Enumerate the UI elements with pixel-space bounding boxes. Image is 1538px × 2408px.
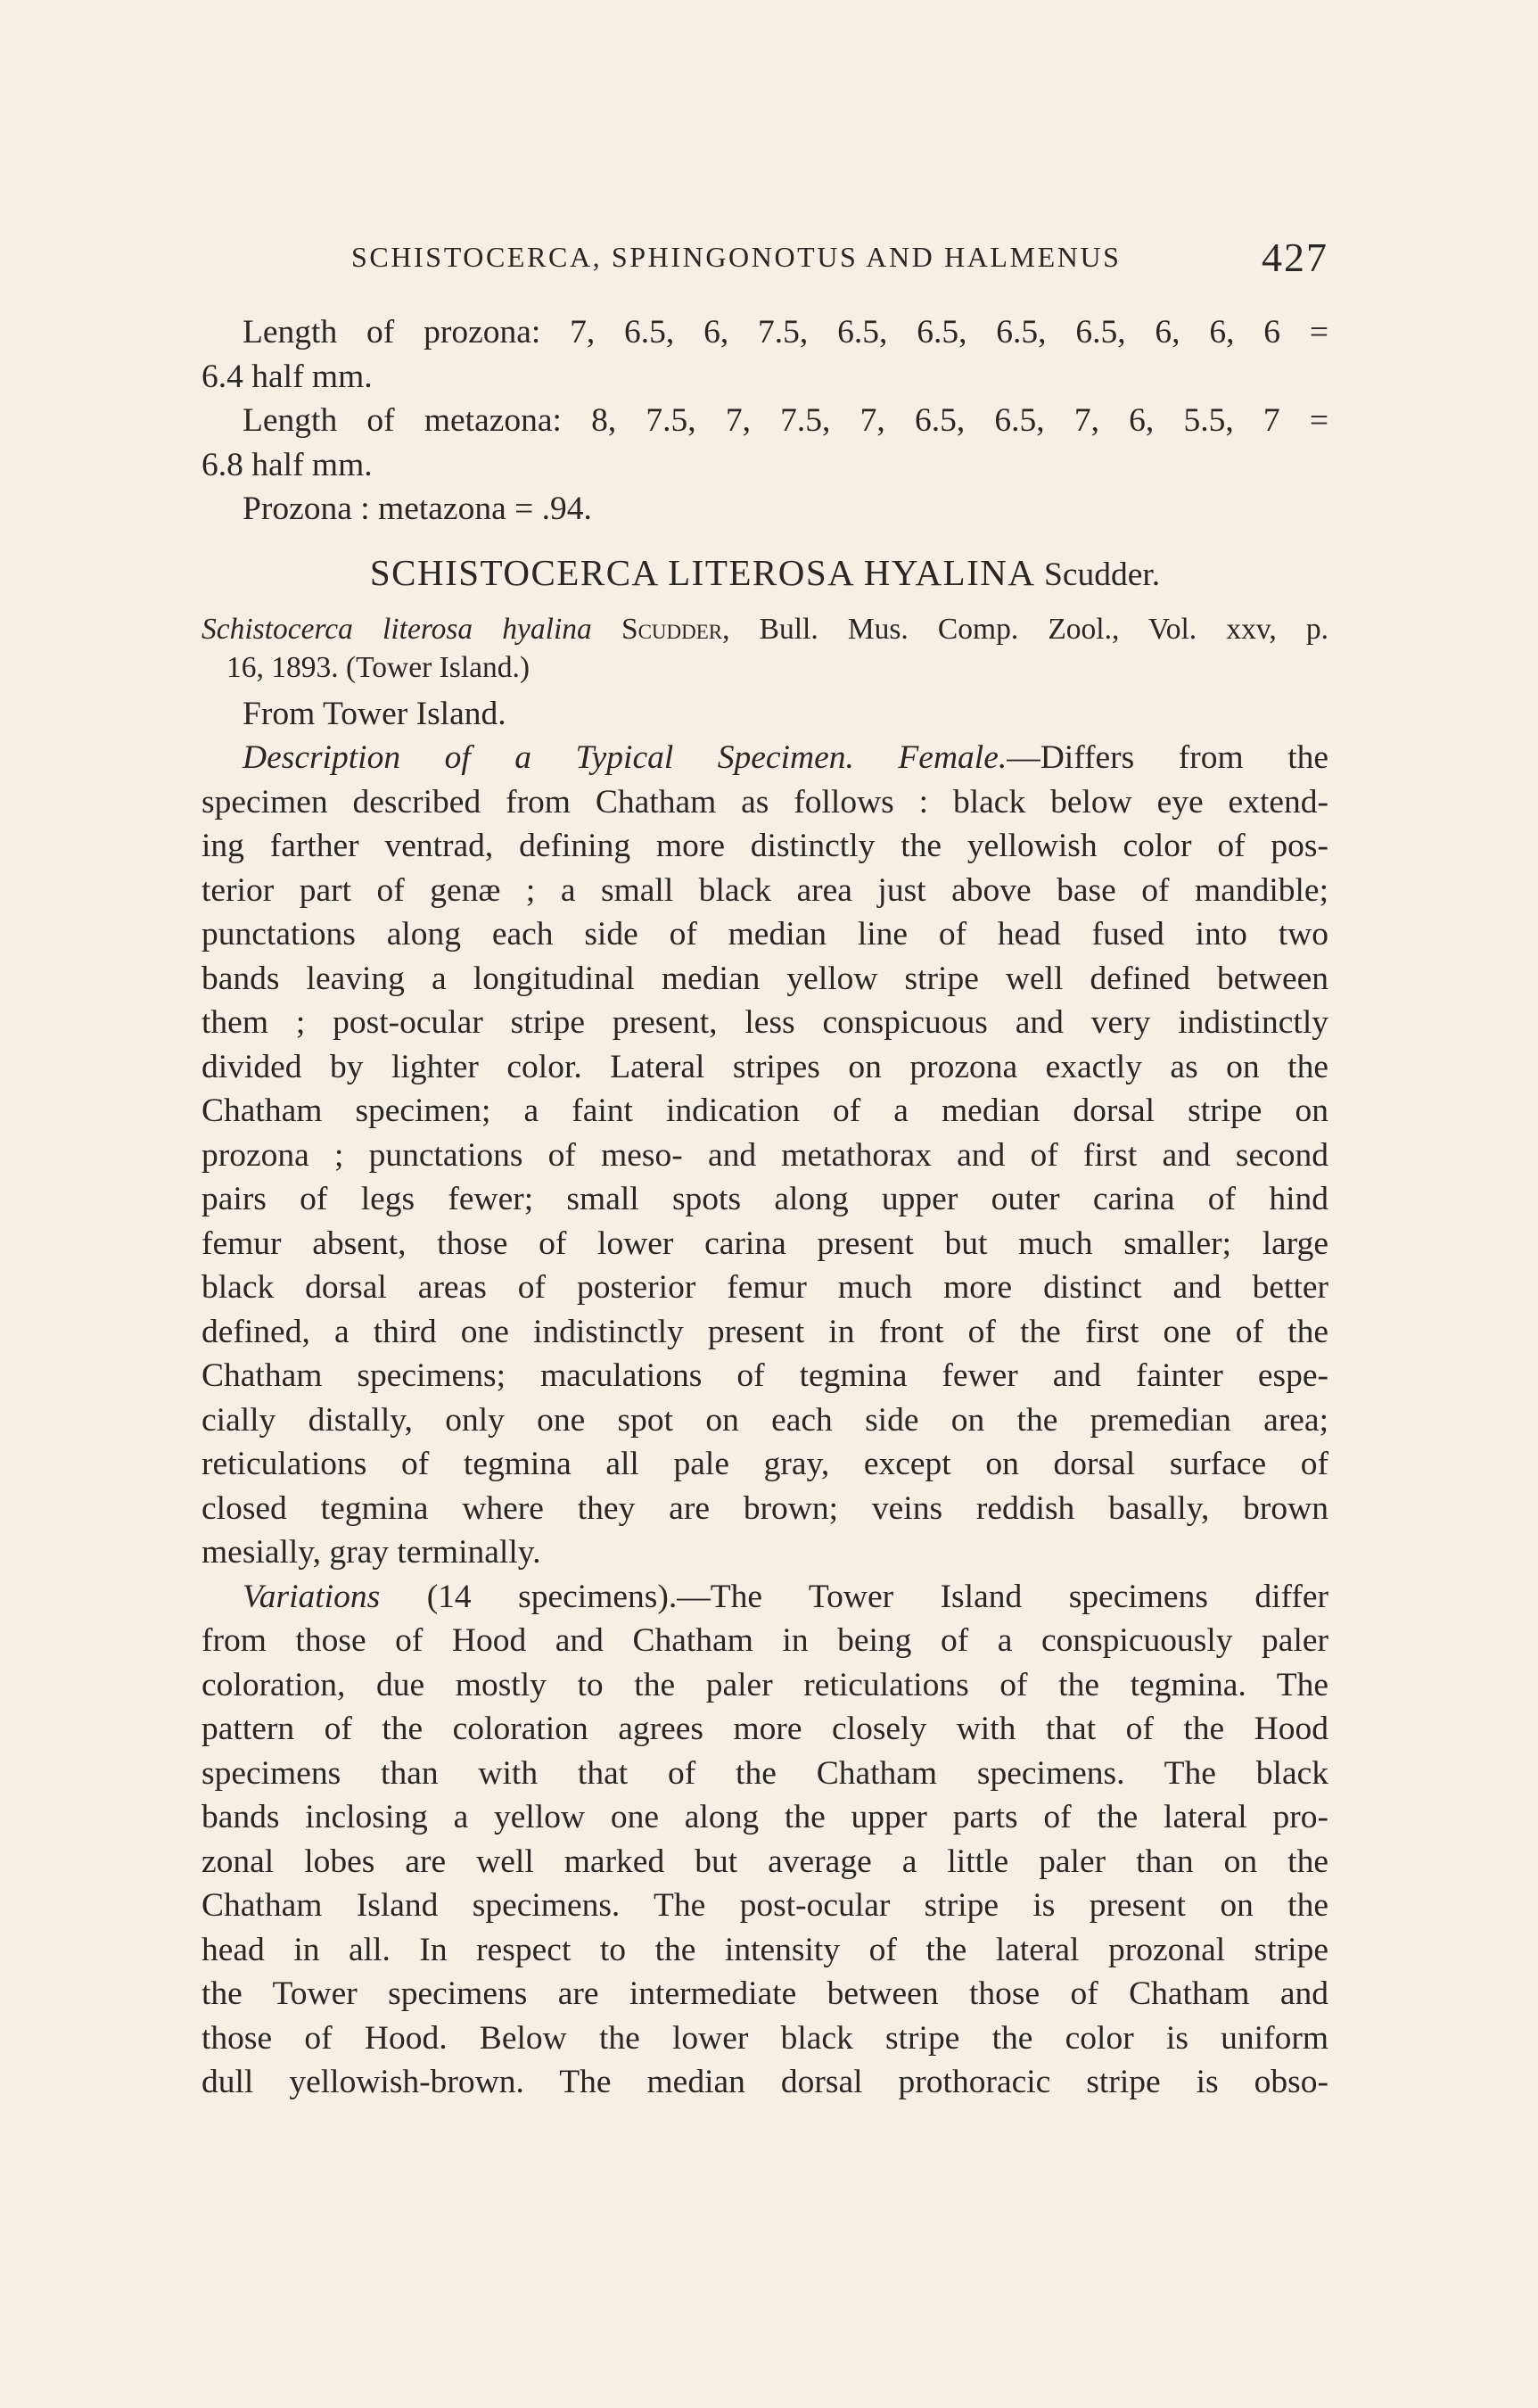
description-lead: —Differs from the <box>1007 739 1329 776</box>
prozona-average: 6.4 half mm. <box>202 358 373 395</box>
description-line: mesially, gray terminally. <box>202 1534 541 1571</box>
zona-ratio: Prozona : metazona = .94. <box>243 491 592 527</box>
variations-line: dull yellowish-brown. The median dorsal prothoracic stripe is obso- <box>202 2064 1328 2100</box>
synonym-name: Schistocerca literosa hyalina <box>202 612 592 646</box>
description-line: Chatham specimens; maculations of tegmina fewer and fainter espe- <box>202 1357 1328 1394</box>
description-line: punctations along each side of median line of head fused into two <box>202 916 1328 952</box>
description-line: pairs of legs fewer; small spots along upper outer carina of hind <box>202 1181 1328 1217</box>
locality: From Tower Island. <box>243 695 506 732</box>
variations-line: zonal lobes are well marked but average a little paler than on the <box>202 1843 1328 1880</box>
description-line: specimen described from Chatham as follows : black below eye extend- <box>202 783 1328 821</box>
species-author: Scudder. <box>1043 556 1161 593</box>
synonymy-line-2: 16, 1893. (Tower Island.) <box>226 650 530 684</box>
description-line: ing farther ventrad, defining more distinctly the yellowish color of pos- <box>202 828 1328 864</box>
running-title: SCHISTOCERCA, SPHINGONOTUS AND HALMENUS <box>351 241 1122 273</box>
running-head <box>202 234 1328 287</box>
description-line: prozona ; punctations of meso- and metathorax and of first and second <box>202 1136 1328 1174</box>
page-number: 427 <box>1262 235 1328 280</box>
variations-line: specimens than with that of the Chatham specimens. The black <box>202 1754 1328 1792</box>
description-heading: Description of a Typical Specimen. <box>243 739 854 776</box>
description-line: defined, a third one indistinctly present in front of the first one of the <box>202 1313 1328 1350</box>
metazona-measurement: Length of metazona: 8, 7.5, 7, 7.5, 7, 6.5, 6.5, 7, 6, 5.5, 7 = <box>243 402 1328 439</box>
description-sex: Female. <box>898 739 1008 776</box>
description-line: reticulations of tegmina all pale gray, except on dorsal surface of <box>202 1446 1328 1482</box>
synonym-citation: , Bull. Mus. Comp. Zool., Vol. xxv, p. <box>722 612 1329 646</box>
variations-line: the Tower specimens are intermediate between those of Chatham and <box>202 1975 1328 2012</box>
description-line: terior part of genæ ; a small black area just above base of mandible; <box>202 871 1328 909</box>
variations-line: coloration, due mostly to the paler reticulations of the tegmina. The <box>202 1666 1328 1703</box>
description-line: Chatham specimen; a faint indication of a median dorsal stripe on <box>202 1093 1328 1129</box>
variations-first-line <box>202 1575 1328 1620</box>
variations-line: head in all. In respect to the intensity of the lateral prozonal stripe <box>202 1931 1328 1968</box>
description-line: black dorsal areas of posterior femur much more distinct and better <box>202 1269 1328 1306</box>
metazona-average: 6.8 half mm. <box>202 446 373 483</box>
variations-line: pattern of the coloration agrees more closely with that of the Hood <box>202 1711 1328 1747</box>
description-first-line <box>202 736 1328 780</box>
description-line: divided by lighter color. Lateral stripes on prozona exactly as on the <box>202 1048 1328 1085</box>
description-line: bands leaving a longitudinal median yellow stripe well defined between <box>202 960 1328 997</box>
variations-line: Chatham Island specimens. The post-ocular stripe is present on the <box>202 1887 1328 1924</box>
species-name: SCHISTOCERCA LITEROSA HYALINA <box>369 551 1034 593</box>
variations-lead: (14 specimens).—The Tower Island specimens differ <box>380 1578 1328 1615</box>
description-line: closed tegmina where they are brown; veins reddish basally, brown <box>202 1489 1328 1527</box>
description-line: them ; post-ocular stripe present, less conspicuous and very indistinctly <box>202 1004 1328 1041</box>
description-line: cially distally, only one spot on each side on the premedian area; <box>202 1401 1328 1439</box>
variations-line: those of Hood. Below the lower black stripe the color is uniform <box>202 2019 1328 2057</box>
description-line: femur absent, those of lower carina present but much smaller; large <box>202 1225 1328 1262</box>
species-heading <box>202 551 1328 598</box>
variations-line: from those of Hood and Chatham in being of a conspicuously paler <box>202 1622 1328 1659</box>
variations-heading: Variations <box>243 1578 381 1615</box>
synonymy-line-1 <box>202 610 1328 648</box>
body-text <box>202 310 1328 2105</box>
variations-line: bands inclosing a yellow one along the upper parts of the lateral pro- <box>202 1799 1328 1835</box>
synonym-author: Scudder <box>621 612 723 646</box>
prozona-measurement: Length of prozona: 7, 6.5, 6, 7.5, 6.5, 6.5, 6.5, 6.5, 6, 6, 6 = <box>243 314 1328 350</box>
